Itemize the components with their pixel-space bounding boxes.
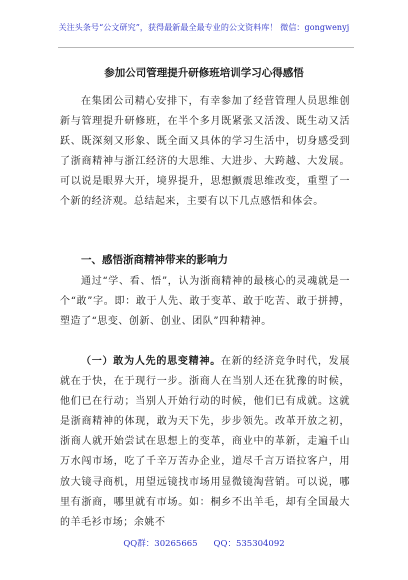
subsection-paragraph bbox=[60, 352, 350, 533]
footer-qq-number: QQ：535304092 bbox=[213, 539, 285, 549]
intro-paragraph: 在集团公司精心安排下，有幸参加了经营管理人员思维创新与管理提升研修班，在半个多月既紧张又活泼、既生动又活跃、既深刻又形象、既全面又具体的学习生活中，切身感受到了浙商精神与浙江经济的大思维、大进步、大跨越、大发展。可以说是眼界大开，境界提升，思想颤震思维改变，重塑了一个新的经济观。总结起来，主要有以下几点感悟和体会。 bbox=[60, 96, 350, 208]
subsection-heading: （一）敢为人先的思变精神。 bbox=[81, 356, 221, 367]
section-heading: 一、感悟浙商精神带来的影响力 bbox=[81, 254, 228, 266]
footer-contact bbox=[0, 537, 408, 549]
header-banner: 关注头条号“公文研究”，获得最新最全最专业的公文资料库！ 微信：gongwenyj bbox=[58, 23, 350, 32]
header-divider bbox=[58, 47, 354, 48]
document-title: 参加公司管理提升研修班培训学习心得感悟 bbox=[104, 67, 304, 79]
footer-qq-group: QQ群：30265665 bbox=[123, 539, 198, 549]
subsection-text: 在新的经济竞争时代，发展就在于快，在于现行一步。浙商人在当别人还在犹豫的时候，他们已在行动；当别人开始行动的时候，他们已有成就。这就是浙商精神的体现，敢为天下先，步步领先。改革开放之初，浙商人就开始尝试在思想上的变革，商业中的革新，走遍千山万水闯市场，吃了千辛万苦办企业，道尽千言万语拉客户，用放大镜寻商机，用望远镜找市场用显微镜淘营销。可以说，哪里有浙商，哪里就有市场。如：桐乡不出羊毛，却有全国最大的羊毛衫市场；余姚不 bbox=[60, 356, 350, 528]
section-paragraph: 通过“学、看、悟”，认为浙商精神的最核心的灵魂就是一个“敢”字。即：敢于人先、敢于变革、敢于吃苦、敢于拼搏，塑造了“思变、创新、创业、团队”四种精神。 bbox=[60, 276, 350, 328]
